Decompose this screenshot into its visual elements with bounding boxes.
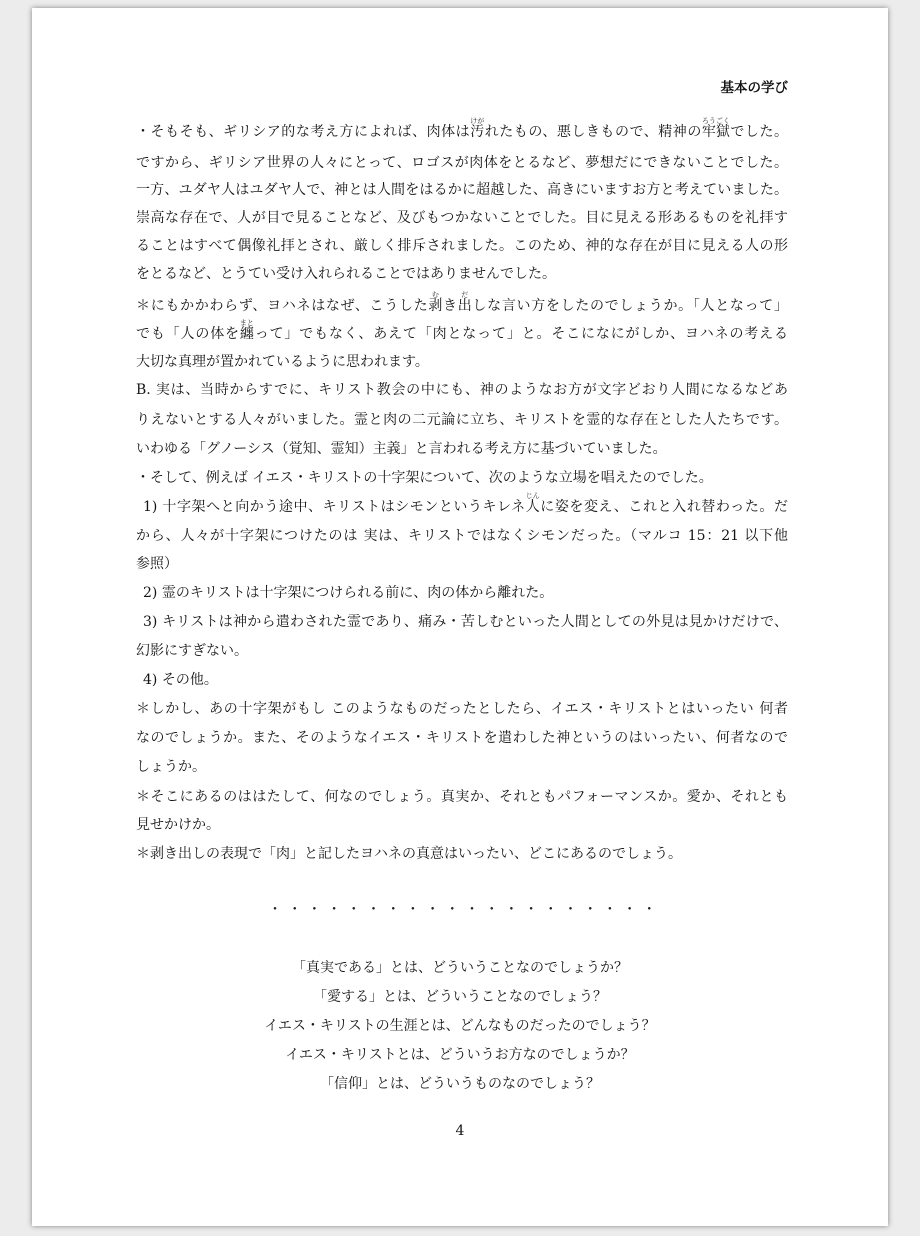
ruby-base: [701, 117, 730, 142]
ruby-base: [457, 291, 472, 316]
question-line: 「真実である」とは、どういうことなのでしょうか？: [292, 960, 628, 976]
list-item-line: [143, 492, 788, 517]
list-item-line: 4) その他。: [143, 672, 218, 688]
question-line: 「信仰」とは、どういうものなのでしょう？: [320, 1076, 600, 1092]
body-line: [136, 117, 788, 142]
body-line: なのでしょうか。また、そのようなイエス・キリストを遣わした神というのはいったい、何者なので: [136, 730, 788, 746]
text-segment: でした。: [729, 124, 788, 140]
body-line: いわゆる「グノーシス（覚知、霊知）主義」と言われる考え方に基づいていました。: [136, 441, 667, 457]
ruby-base: [525, 492, 540, 517]
body-line: をとるなど、とうてい受け入れられることではありませんでした。: [136, 266, 556, 282]
text-segment: ・そもそも、ギリシア的な考え方によれば、肉体は: [136, 124, 471, 140]
body-line: ＊剥き出しの表現で「肉」と記したヨハネの真意はいったい、どこにあるのでしょう。: [136, 846, 682, 862]
body-line: 幻影にすぎない。: [136, 643, 248, 659]
body-line: りえないとする人々がいました。霊と肉の二元論に立ち、キリストを霊的な存在とした人たちです。: [136, 412, 788, 428]
body-line: ですから、ギリシア世界の人々にとって、ロゴスが肉体をとるなど、夢想だにできないことでした。: [136, 155, 788, 171]
text-segment: に姿を変え、これと入れ替わった。だ: [539, 499, 788, 515]
text-segment: しな言い方をしたのでしょうか。「人となって」: [471, 298, 788, 314]
text-segment: れたもの、悪しきもので、精神の: [484, 124, 702, 140]
ruby-base-text: 牢獄: [701, 124, 730, 140]
text-segment: 1) 十字架へと向かう途中、キリストはシモンというキレネ: [143, 499, 526, 515]
ruby-base-text: 剥: [428, 298, 443, 314]
page-number: 4: [455, 1123, 465, 1139]
text-segment: き: [442, 298, 458, 314]
body-line: ＊そこにあるのははたして、何なのでしょう。真実か、それともパフォーマンスか。愛か、それとも: [136, 789, 788, 805]
list-item-line: 3) キリストは神から遣わされた霊であり、痛み・苦しむといった人間としての外見は見かけだけで、: [143, 614, 788, 630]
ruby-annotation: まと: [239, 319, 254, 327]
ruby-base: [239, 319, 254, 344]
body-line: ・そして、例えば イエス・キリストの十字架について、次のような立場を唱えたのでした。: [136, 470, 713, 486]
ruby-annotation: ろうごく: [701, 117, 730, 125]
list-item-line: 2) 霊のキリストは十字架につけられる前に、肉の体から離れた。: [143, 585, 554, 601]
body-line: から、人々が十字架につけたのは 実は、キリストではなくシモンだった。（マルコ 15：21 以下他: [136, 528, 788, 544]
separator-dots: ・・・・・・・・・・・・・・・・・・・・: [268, 902, 662, 918]
body-line: しょうか。: [136, 759, 206, 775]
body-line: [136, 291, 788, 316]
question-line: イエス・キリストとは、どういうお方なのでしょうか？: [285, 1047, 635, 1063]
ruby-annotation: けが: [470, 117, 485, 125]
ruby-base-text: 出: [457, 298, 472, 314]
body-line: ＊しかし、あの十字架がもし このようなものだったとしたら、イエス・キリストとはいったい 何者: [136, 701, 788, 717]
body-line: 大切な真理が置かれているように思われます。: [136, 354, 429, 370]
ruby-base-text: 汚: [470, 124, 485, 140]
ruby-base-text: 人: [525, 499, 540, 515]
text-segment: って」でもなく、あえて「肉となって」と。そこになにがしか、ヨハネの考える: [253, 326, 788, 342]
text-segment: ＊にもかかわらず、ヨハネはなぜ、こうした: [136, 298, 429, 314]
question-line: 「愛する」とは、どういうことなのでしょう？: [313, 989, 607, 1005]
running-header: 基本の学び: [720, 80, 788, 96]
text-segment: でも「人の体を: [136, 326, 240, 342]
ruby-annotation: じん: [525, 492, 540, 500]
body-line: 参照）: [136, 556, 178, 572]
ruby-base: [428, 291, 443, 316]
ruby-base-text: 纏: [239, 326, 254, 342]
body-line: ることはすべて偶像礼拝とされ、厳しく排斥されました。このため、神的な存在が目に見える人の形: [136, 238, 788, 254]
body-line: 一方、ユダヤ人はユダヤ人で、神とは人間をはるかに超越した、高きにいますお方と考えていました。: [136, 182, 788, 198]
ruby-annotation: だ: [461, 291, 469, 299]
body-line: B. 実は、当時からすでに、キリスト教会の中にも、神のようなお方が文字どおり人間になるなどあ: [136, 382, 788, 398]
body-line: [136, 319, 788, 344]
ruby-base: [470, 117, 485, 142]
body-line: 見せかけか。: [136, 817, 220, 833]
question-line: イエス・キリストの生涯とは、どんなものだったのでしょう？: [264, 1018, 656, 1034]
ruby-annotation: む: [431, 291, 439, 299]
body-line: 崇高な存在で、人が目で見ることなど、及びもつかないことでした。目に見える形あるものを礼拝す: [136, 210, 788, 226]
